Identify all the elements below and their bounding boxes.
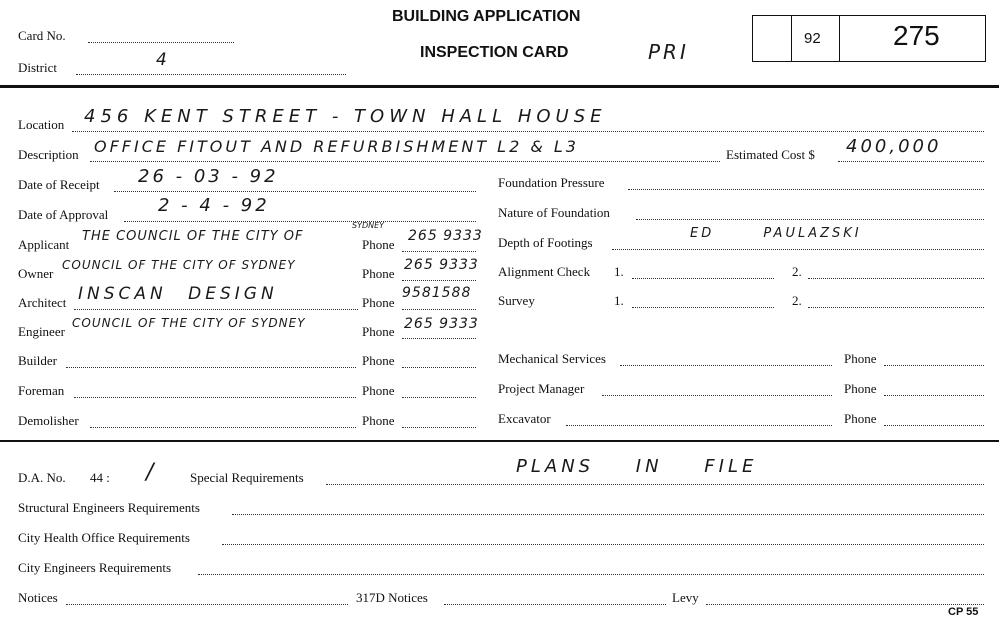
survey-option-1: 1. — [614, 293, 624, 308]
mechanical-phone-field[interactable] — [884, 365, 984, 366]
owner-label: Owner — [18, 266, 54, 281]
nature-foundation-field[interactable] — [636, 219, 984, 220]
box-divider — [839, 16, 840, 61]
alignment-option-2: 2. — [792, 264, 802, 279]
nature-foundation-label: Nature of Foundation — [498, 205, 610, 220]
estimated-cost-label: Estimated Cost $ — [726, 147, 815, 162]
health-label: City Health Office Requirements — [18, 530, 190, 545]
builder-phone-label: Phone — [362, 353, 395, 368]
notices-label: Notices — [18, 590, 58, 605]
levy-field[interactable] — [706, 604, 984, 605]
notices-317d-label: 317D Notices — [356, 590, 428, 605]
engineer-phone-field[interactable] — [402, 338, 476, 339]
engineer-phone-label: Phone — [362, 324, 395, 339]
architect-phone: 9581588 — [402, 285, 472, 301]
description-value: OFFICE FITOUT AND REFURBISHMENT L2 & L3 — [94, 137, 579, 156]
foreman-phone-field[interactable] — [402, 397, 476, 398]
foreman-phone-label: Phone — [362, 383, 395, 398]
form-code: CP 55 — [948, 606, 979, 618]
description-label: Description — [18, 147, 79, 162]
project-manager-field[interactable] — [602, 395, 832, 396]
card-number-box — [752, 15, 986, 62]
architect-phone-field[interactable] — [402, 309, 476, 310]
date-approval-value: 2 - 4 - 92 — [158, 195, 270, 216]
applicant-extra: SYDNEY — [352, 221, 385, 230]
applicant-value: THE COUNCIL OF THE CITY OF — [82, 229, 304, 244]
owner-phone-field[interactable] — [402, 280, 476, 281]
demolisher-phone-label: Phone — [362, 413, 395, 428]
mechanical-label: Mechanical Services — [498, 351, 606, 366]
architect-phone-label: Phone — [362, 295, 395, 310]
applicant-phone: 265 9333 — [408, 228, 483, 244]
alignment-check-label: Alignment Check — [498, 264, 591, 279]
builder-phone-field[interactable] — [402, 367, 476, 368]
engineers-field[interactable] — [198, 574, 984, 575]
section-divider — [0, 440, 999, 442]
project-manager-phone-label: Phone — [844, 381, 877, 396]
excavator-phone-label: Phone — [844, 411, 877, 426]
number-box: 275 — [893, 20, 940, 51]
applicant-phone-field[interactable] — [402, 251, 476, 252]
form-subtitle: INSPECTION CARD — [420, 44, 569, 61]
excavator-phone-field[interactable] — [884, 425, 984, 426]
mechanical-phone-label: Phone — [844, 351, 877, 366]
structural-field[interactable] — [232, 514, 984, 515]
notices-317d-field[interactable] — [444, 604, 666, 605]
special-requirements-field[interactable] — [326, 484, 984, 485]
engineers-label: City Engineers Requirements — [18, 560, 172, 575]
date-receipt-value: 26 - 03 - 92 — [138, 166, 279, 187]
date-receipt-label: Date of Receipt — [18, 177, 100, 192]
date-receipt-field[interactable] — [114, 191, 476, 192]
builder-field[interactable] — [66, 367, 356, 368]
owner-phone-label: Phone — [362, 266, 395, 281]
alignment-option-1: 1. — [614, 264, 624, 279]
demolisher-label: Demolisher — [18, 413, 79, 428]
card-no-label: Card No. — [18, 28, 66, 43]
alignment-field-2[interactable] — [808, 278, 984, 279]
excavator-field[interactable] — [566, 425, 832, 426]
architect-label: Architect — [18, 295, 67, 310]
description-field[interactable] — [90, 161, 720, 162]
notices-field[interactable] — [66, 604, 348, 605]
date-approval-field[interactable] — [124, 221, 476, 222]
engineer-value: COUNCIL OF THE CITY OF SYDNEY — [72, 316, 306, 330]
excavator-label: Excavator — [498, 411, 551, 426]
owner-value: COUNCIL OF THE CITY OF SYDNEY — [62, 258, 296, 272]
special-requirements-label: Special Requirements — [190, 470, 304, 485]
applicant-phone-label: Phone — [362, 237, 395, 252]
location-field[interactable] — [72, 131, 984, 132]
depth-footings-field[interactable] — [612, 249, 984, 250]
district-field[interactable] — [76, 74, 346, 75]
card-no-field[interactable] — [88, 42, 234, 43]
structural-label: Structural Engineers Requirements — [18, 500, 200, 515]
project-manager-phone-field[interactable] — [884, 395, 984, 396]
demolisher-field[interactable] — [90, 427, 356, 428]
foreman-label: Foreman — [18, 383, 65, 398]
district-value: 4 — [156, 50, 170, 70]
mechanical-field[interactable] — [620, 365, 832, 366]
special-requirements-value: PLANS IN FILE — [516, 456, 758, 477]
engineer-phone: 265 9333 — [404, 316, 479, 332]
survey-field-2[interactable] — [808, 307, 984, 308]
owner-phone: 265 9333 — [404, 257, 479, 273]
box-divider — [791, 16, 792, 61]
foundation-pressure-label: Foundation Pressure — [498, 175, 605, 190]
foundation-pressure-field[interactable] — [628, 189, 984, 190]
year-box: 92 — [804, 30, 821, 47]
builder-label: Builder — [18, 353, 57, 368]
da-no-label: D.A. No. — [18, 470, 66, 485]
form-title: BUILDING APPLICATION — [392, 8, 581, 25]
survey-field-1[interactable] — [632, 307, 774, 308]
da-no-value: 44 : — [90, 470, 110, 485]
health-field[interactable] — [222, 544, 984, 545]
architect-value: INSCAN DESIGN — [78, 284, 278, 304]
survey-option-2: 2. — [792, 293, 802, 308]
depth-footings-value: ED PAULAZSKI — [690, 226, 862, 241]
architect-field[interactable] — [74, 309, 358, 310]
location-label: Location — [18, 117, 65, 132]
alignment-field-1[interactable] — [632, 278, 774, 279]
survey-label: Survey — [498, 293, 535, 308]
handwritten-mark: PRI — [648, 40, 689, 64]
estimated-cost-field[interactable] — [838, 161, 984, 162]
depth-footings-label: Depth of Footings — [498, 235, 593, 250]
demolisher-phone-field[interactable] — [402, 427, 476, 428]
levy-label: Levy — [672, 590, 699, 605]
date-approval-label: Date of Approval — [18, 207, 109, 222]
da-no-mark: / — [146, 460, 157, 485]
project-manager-label: Project Manager — [498, 381, 585, 396]
location-value: 456 KENT STREET - TOWN HALL HOUSE — [84, 106, 607, 127]
section-divider — [0, 85, 999, 88]
engineer-label: Engineer — [18, 324, 65, 339]
foreman-field[interactable] — [74, 397, 356, 398]
district-label: District — [18, 60, 57, 75]
estimated-cost-value: 400,000 — [846, 136, 942, 157]
applicant-label: Applicant — [18, 237, 70, 252]
